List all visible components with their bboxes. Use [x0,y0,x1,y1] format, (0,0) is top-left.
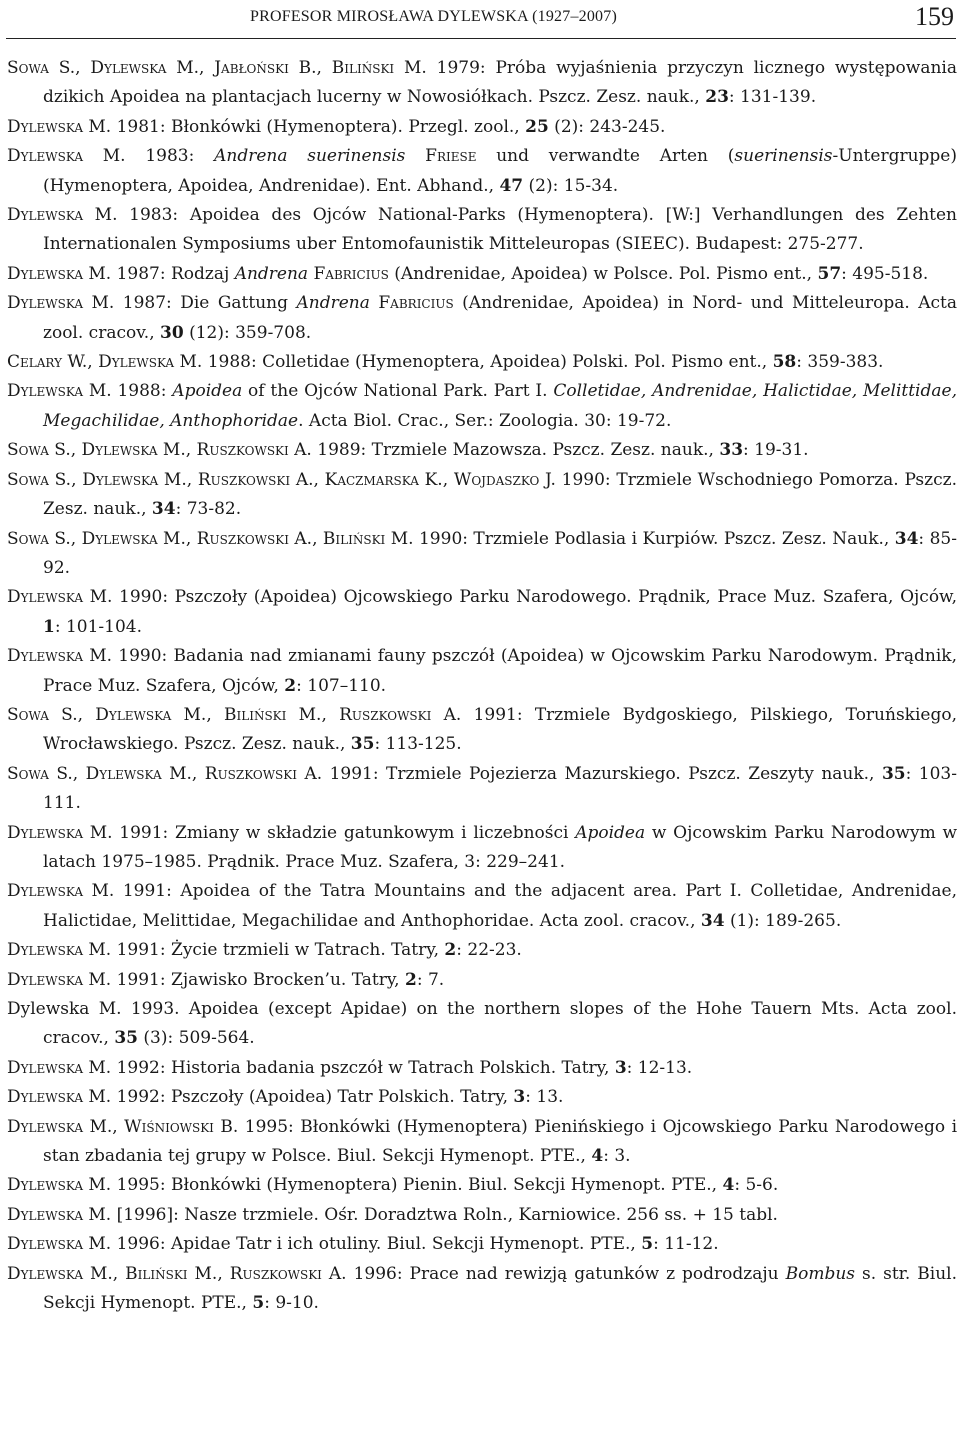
reference-text: 1991: Życie trzmieli w Tatrach. Tatry, [111,940,445,961]
reference-entry [7,877,957,936]
reference-text: 1991: Zmiany w składzie gatunkowym i liczebności [112,822,576,843]
reference-authors: Dylewska M. [7,969,112,990]
reference-entry [7,1054,957,1083]
reference-volume: 34 [700,910,725,931]
reference-italic: suerinensis [734,146,833,167]
reference-authors: Dylewska M. [7,999,122,1019]
reference-entry [7,348,957,377]
reference-volume: 2 [444,940,457,961]
reference-entry [7,936,957,965]
reference-authors: Dylewska M. [7,1204,112,1225]
reference-volume: 3 [513,1087,526,1108]
reference-volume: 2 [404,969,417,990]
reference-authors: Sowa S., Dylewska M., Ruszkowski A., Biliński M. [7,528,414,549]
reference-entry [7,1260,957,1319]
reference-authors: Dylewska M. [7,116,112,137]
reference-pages: : 5-6. [734,1175,779,1196]
reference-authors: Dylewska M. [7,646,113,667]
reference-authors: Dylewska M. [7,263,112,284]
reference-authors: Dylewska M. [7,381,112,402]
reference-pages: (3): 509-564. [138,1028,255,1049]
reference-volume: 47 [499,175,524,196]
reference-text: (Andrenidae, Apoidea) w Polsce. Pol. Pismo ent., [388,263,818,284]
reference-entry [7,1171,957,1200]
reference-entry [7,54,957,113]
reference-volume: 25 [525,116,549,137]
running-head: PROFESOR MIROSŁAWA DYLEWSKA (1927–2007) [250,8,617,25]
page-header [0,0,960,40]
reference-pages: : 495-518. [841,263,929,284]
reference-volume: 35 [114,1028,139,1049]
reference-text: 1987: Rodzaj [111,263,235,284]
reference-text: 1983: [125,146,215,167]
reference-authors: Dylewska M. [7,1057,112,1078]
reference-entry [7,377,957,436]
reference-pages: (2): 15-34. [523,175,619,196]
reference-authors: Celary W., Dylewska M. [7,352,203,373]
reference-volume: 3 [614,1057,627,1078]
reference-authors: Dylewska M. [7,881,115,902]
reference-text: 1990: Trzmiele Wschodniego Pomorza. Pszcz. Zesz. nauk., [43,469,957,520]
reference-authors: Sowa S., Dylewska M., Jabłoński B., Biliński M. [7,58,427,78]
reference-entry [7,525,957,584]
reference-authors: Dylewska M. [7,1175,112,1196]
reference-text: 1979: Próba wyjaśnienia przyczyn licznego występowania dzikich Apoidea na plantacjach lucerny w Nowosiółkach. Pszcz. Zesz. nauk., [43,58,957,108]
reference-authors: Sowa S., Dylewska M., Ruszkowski A., Kaczmarska K., Wojdaszko J. [7,469,556,490]
reference-pages: : 359-383. [796,352,884,373]
reference-pages: : 107–110. [296,675,387,696]
reference-entry [7,701,957,760]
header-rule [6,38,956,39]
reference-author-name: Fabricius [313,263,389,284]
reference-author-name: Fabricius [378,293,454,314]
reference-text: 1991: Zjawisko Brocken’u. Tatry, [111,969,405,990]
reference-text: 1990: Trzmiele Podlasia i Kurpiów. Pszcz. Zesz. Nauk., [413,528,895,549]
reference-text: 1988: [111,381,173,402]
reference-text: 1992: Historia badania pszczół w Tatrach Polskich. Tatry, [111,1057,615,1078]
reference-pages: : 13. [525,1087,564,1108]
reference-italic: Colletidae, Andrenidae, Halictidae, Melittidae, Megachilidae, Anthophoridae [43,381,957,431]
reference-text: 1991: Apoidea of the Tatra Mountains and the adjacent area. Part I. Colletidae, Andrenidae, Halictidae, Melittidae, Megachilidae and Anthophoridae. Acta zool. cracov., [43,881,958,931]
reference-volume: 33 [719,440,744,461]
reference-italic: Andrena [296,293,370,314]
reference-volume: 4 [722,1175,735,1196]
reference-volume: 35 [881,763,906,784]
reference-authors: Dylewska M. [7,205,118,226]
reference-list [7,54,957,1318]
reference-volume: 58 [772,352,797,373]
reference-text: (Andrenidae, Apoidea) in Nord- und Mitteleuropa. Acta zool. cracov., [43,293,957,343]
reference-authors: Sowa S., Dylewska M., Ruszkowski A. [7,440,312,461]
reference-text: 1989: Trzmiele Mazowsza. Pszcz. Zesz. nauk., [311,440,720,461]
reference-pages: : 19-31. [743,440,809,461]
reference-pages: : 131-139. [728,87,817,108]
reference-text: 1990: Pszczoły (Apoidea) Ojcowskiego Parku Narodowego. Prądnik, Prace Muz. Szafera, Ojców, [112,587,957,608]
reference-volume: 2 [284,675,297,696]
reference-pages: : 22-23. [456,940,522,961]
reference-volume: 1 [43,616,55,637]
reference-pages: (12): 359-708. [183,322,312,343]
reference-volume: 34 [894,528,919,549]
reference-entry [7,201,957,260]
reference-pages: : 12-13. [626,1057,693,1078]
reference-text: 1988: Colletidae (Hymenoptera, Apoidea) Polski. Pol. Pismo ent., [202,352,773,373]
reference-text: [1996]: Nasze trzmiele. Ośr. Doradztwa Roln., Karniowice. 256 ss. + 15 tabl. [111,1204,778,1225]
reference-authors: Dylewska M. [7,1087,112,1108]
reference-pages: : 9-10. [264,1293,319,1314]
reference-text: 1996: Apidae Tatr i ich otuliny. Biul. Sekcji Hymenopt. PTE., [111,1234,642,1255]
reference-text: 1991: Trzmiele Pojezierza Mazurskiego. Pszcz. Zeszyty nauk., [322,763,882,784]
reference-pages: : 103-111. [43,763,957,814]
reference-text: . Acta Biol. Crac., Ser.: Zoologia. 30: 19-72. [298,410,672,431]
reference-volume: 34 [151,499,176,520]
reference-pages: : 73-82. [175,499,242,520]
reference-entry [7,760,957,819]
reference-text: 1993. Apoidea (except Apidae) on the northern slopes of the Hohe Tauern Mts. Acta zool. cracov., [43,999,957,1049]
reference-text: 1991: Trzmiele Bydgoskiego, Pilskiego, Toruńskiego, Wrocławskiego. Pszcz. Zesz. nauk., [43,704,957,755]
reference-entry [7,966,957,995]
reference-authors: Sowa S., Dylewska M., Biliński M., Ruszkowski A. [7,704,462,725]
reference-volume: 57 [817,263,842,284]
reference-authors: Dylewska M. [7,587,113,608]
reference-pages: (1): 189-265. [724,910,842,931]
reference-authors: Dylewska M., Wiśniowski B. [7,1116,239,1137]
reference-entry [7,1083,957,1112]
reference-pages: : 3. [603,1146,631,1167]
reference-entry [7,1230,957,1259]
reference-text: 1990: Badania nad zmianami fauny pszczół (Apoidea) w Ojcowskim Parku Narodowym. Prądnik, Prace Muz. Szafera, Ojców, [43,646,957,696]
reference-volume: 30 [160,322,184,343]
reference-entry [7,1113,957,1172]
page-number: 159 [915,2,954,31]
reference-authors: Sowa S., Dylewska M., Ruszkowski A. [7,763,323,784]
reference-entry [7,260,957,289]
reference-text: und verwandte Arten ( [476,146,735,167]
reference-italic: Apoidea [575,822,646,843]
reference-text: 1981: Błonkówki (Hymenoptera). Przegl. zool., [111,116,526,137]
reference-text: of the Ojców National Park. Part I. [242,381,554,402]
reference-pages: : 85-92. [43,528,957,578]
reference-pages: : 11-12. [653,1234,719,1255]
reference-volume: 23 [705,87,729,108]
reference-authors: Dylewska M. [7,146,126,167]
reference-volume: 4 [591,1146,604,1167]
reference-volume: 5 [641,1234,654,1255]
reference-italic: Apoidea [172,381,243,402]
reference-pages: : 113-125. [374,734,462,755]
reference-pages: : 101-104. [54,616,143,637]
reference-text: 1983: Apoidea des Ojców National-Parks (Hymenoptera). [W:] Verhandlungen des Zehten Internationalen Symposiums uber Entomofaunistik Mitteleuropas (SIEEC). Budapest: 275-277. [43,205,957,255]
reference-italic: Andrena [234,263,309,284]
reference-text: w Ojcowskim Parku Narodowym w latach 1975–1985. Prądnik. Prace Muz. Szafera, 3: 229–241. [43,822,957,872]
reference-volume: 5 [252,1293,265,1314]
reference-entry [7,642,957,701]
reference-entry [7,113,957,142]
reference-authors: Dylewska M. [7,940,112,961]
reference-text: -Untergruppe) (Hymenoptera, Apoidea, Andrenidae). Ent. Abhand., [43,146,957,196]
reference-text: 1995: Błonkówki (Hymenoptera) Pienińskiego i Ojcowskiego Parku Narodowego i stan zbadania tej grupy w Polsce. Biul. Sekcji Hymenopt. PTE., [43,1116,958,1167]
reference-pages: (2): 243-245. [548,116,666,137]
reference-entry [7,995,957,1054]
reference-italic: Bombus [785,1263,855,1284]
reference-authors: Dylewska M. [7,822,113,843]
reference-author-name: Friese [425,146,477,167]
reference-authors: Dylewska M., Biliński M., Ruszkowski A. [7,1263,347,1284]
reference-text: s. str. Biul. Sekcji Hymenopt. PTE., [43,1263,958,1314]
reference-text: 1995: Błonkówki (Hymenoptera) Pienin. Biul. Sekcji Hymenopt. PTE., [111,1175,723,1196]
reference-entry [7,289,957,348]
reference-entry [7,436,957,465]
reference-entry [7,466,957,525]
reference-authors: Dylewska M. [7,1234,112,1255]
reference-entry [7,819,957,878]
reference-pages: : 7. [416,969,445,990]
reference-volume: 35 [350,734,375,755]
reference-text: 1987: Die Gattung [114,293,297,314]
reference-entry [7,142,957,201]
reference-authors: Dylewska M. [7,293,115,314]
reference-entry [7,583,957,642]
reference-text: 1992: Pszczoły (Apoidea) Tatr Polskich. Tatry, [111,1087,514,1108]
reference-italic: Andrena suerinensis [214,146,406,167]
reference-entry [7,1201,957,1230]
reference-text: 1996: Prace nad rewizją gatunków z podrodzaju [346,1263,786,1284]
